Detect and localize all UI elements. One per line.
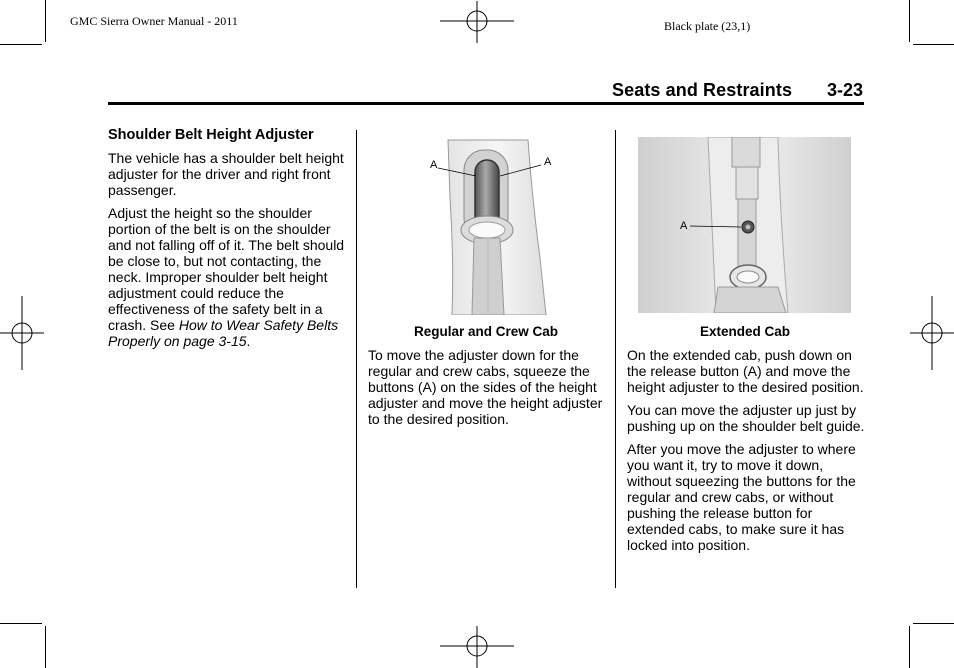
section-title: Seats and Restraints bbox=[612, 80, 793, 100]
column-1 bbox=[108, 127, 348, 356]
figure-extended-cab bbox=[638, 137, 851, 313]
paragraph: On the extended cab, push down on the release button (A) and move the height adjuster to the desired position. bbox=[627, 347, 864, 395]
paragraph: After you move the adjuster to where you want it, try to move it down, without squeezing the buttons for the regular and crew cabs, or without pushing the release button for extended cabs, to make sure it has locked into position. bbox=[627, 441, 856, 553]
crop-mark-br-h bbox=[913, 623, 954, 624]
paragraph-text: Adjust the height so the shoulder portion of the belt is on the shoulder and not falling off of it. The belt should be close to, but not contacting, the neck. Improper shoulder belt height adjustment could reduce the effectiveness of the safety belt in a crash. See bbox=[108, 205, 345, 333]
cross-reference-link[interactable]: How to Wear Safety Belts Properly on page 3-15 bbox=[108, 317, 339, 349]
section-heading: Shoulder Belt Height Adjuster bbox=[108, 127, 314, 143]
paragraph bbox=[108, 205, 348, 349]
registration-mark-bottom bbox=[440, 626, 514, 668]
column-2 bbox=[368, 347, 604, 434]
crop-mark-bl-h bbox=[0, 623, 42, 624]
figure-regular-crew-cab bbox=[420, 138, 560, 315]
header-rule bbox=[108, 102, 864, 105]
crop-mark-tr-v bbox=[909, 0, 910, 42]
label-a-left: A bbox=[430, 159, 438, 171]
label-a: A bbox=[680, 220, 688, 232]
figure-caption: Regular and Crew Cab bbox=[413, 324, 559, 339]
crop-mark-tl-v bbox=[45, 0, 46, 42]
registration-mark-left bbox=[0, 296, 44, 370]
paragraph: You can move the adjuster up just by pushing up on the shoulder belt guide. bbox=[627, 402, 865, 434]
registration-mark-top bbox=[440, 1, 514, 43]
crop-mark-tr-h bbox=[913, 44, 954, 45]
print-header-title: GMC Sierra Owner Manual - 2011 bbox=[70, 14, 238, 28]
figure-caption: Extended Cab bbox=[699, 324, 791, 339]
print-header-plate: Black plate (23,1) bbox=[664, 19, 751, 33]
column-3 bbox=[627, 347, 867, 560]
paragraph: The vehicle has a shoulder belt height adjuster for the driver and right front passenger. bbox=[108, 150, 344, 198]
crop-mark-tl-h bbox=[0, 44, 42, 45]
page-number: 3-23 bbox=[827, 80, 864, 100]
column-divider bbox=[615, 130, 616, 588]
paragraph: To move the adjuster down for the regular and crew cabs, squeeze the buttons (A) on the sides of the height adjuster and move the height adjuster to the desired position. bbox=[368, 347, 603, 427]
label-a-right: A bbox=[544, 156, 552, 168]
paragraph-end: . bbox=[246, 333, 251, 349]
crop-mark-bl-v bbox=[45, 626, 46, 668]
crop-mark-br-v bbox=[909, 626, 910, 668]
column-divider bbox=[356, 130, 357, 588]
registration-mark-right bbox=[910, 296, 954, 370]
